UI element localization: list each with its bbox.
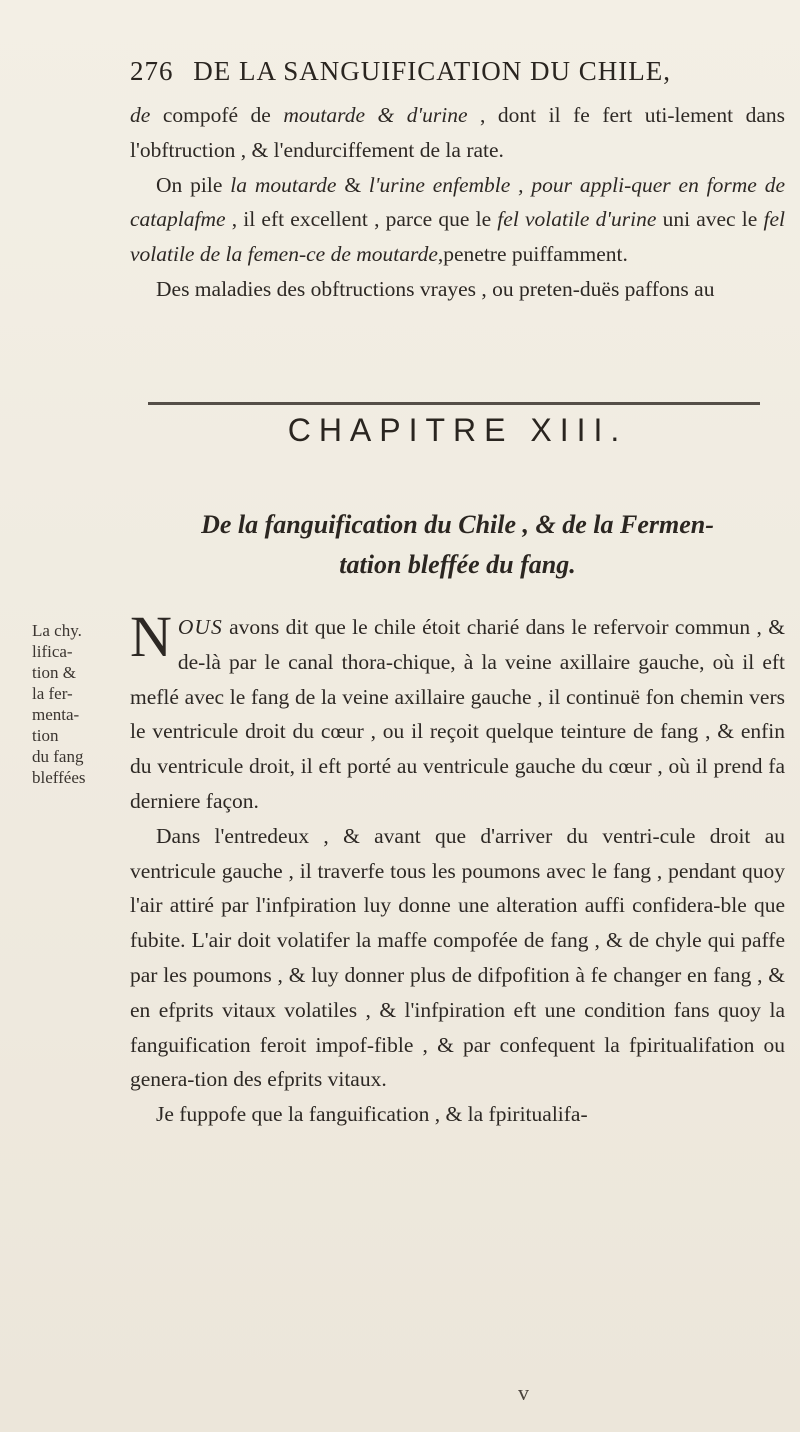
chapter-subtitle bbox=[130, 505, 785, 585]
chapter-divider-rule bbox=[148, 402, 760, 405]
body-paragraph-3: Je fuppofe que la fanguification , & la fpiritualifa- bbox=[156, 1102, 588, 1127]
text-run: , il eft excellent , parce que le bbox=[225, 207, 498, 232]
margin-note-line: lifica- bbox=[32, 642, 73, 661]
text-run: On pile bbox=[156, 172, 231, 197]
text-italic: fel volatile de la femen-ce de moutarde bbox=[130, 207, 785, 267]
margin-note-line: menta- bbox=[32, 705, 80, 724]
text-run: & bbox=[336, 172, 369, 197]
running-title: DE LA SANGUIFICATION DU CHILE, bbox=[193, 56, 671, 86]
body-text-block bbox=[130, 604, 785, 1132]
text-run: compofé de bbox=[150, 103, 284, 127]
text-italic: la moutarde bbox=[230, 172, 337, 197]
margin-note-line: la fer- bbox=[32, 684, 73, 703]
top-paragraph-1 bbox=[130, 98, 785, 168]
drop-cap: N bbox=[130, 604, 172, 669]
text-italic: moutarde & d'urine bbox=[283, 103, 468, 127]
margin-note-line: La chy. bbox=[32, 621, 82, 640]
text-run: , dont il fe fert uti-lement dans l'obftruction , & l'endurciffement de la rate. bbox=[130, 103, 785, 162]
body-paragraph-2: Dans l'entredeux , & avant que d'arriver du ventri-cule droit au ventricule gauche , il traverfe tous les poumons avec le fang , pendant quoy l'air attiré par l'infpiration luy donne une alteration auffi confidera-ble que fubite. L'air doit volatifer la maffe compofée de fang , & de chyle qui paffe par les poumons , & luy donner plus de difpofition à fe changer en fang , & en efprits vitaux volatiles , & l'infpiration eft une condition fans quoy la fanguification feroit impof-fible , & par confequent la fpiritualifation ou genera-tion des efprits vitaux. bbox=[130, 823, 785, 1092]
margin-note-line: du fang bbox=[32, 747, 84, 766]
top-paragraph-3: Des maladies des obftructions vrayes , ou preten-duës paffons au bbox=[156, 276, 715, 301]
text-italic: l'urine enfemble , pour appli-quer en forme de cataplafme bbox=[130, 172, 785, 232]
chapter-subtitle-line-1: De la fanguification du Chile , & de la Fermen- bbox=[201, 510, 714, 539]
body-paragraph-1 bbox=[130, 604, 785, 819]
chapter-heading: CHAPITRE XIII. bbox=[287, 412, 628, 448]
top-text-block bbox=[130, 98, 785, 307]
margin-note-line: bleffées bbox=[32, 768, 86, 787]
text-run: uni avec le bbox=[656, 207, 764, 232]
text-italic: de bbox=[130, 103, 151, 127]
text-run: ,penetre puiffamment. bbox=[437, 242, 628, 267]
margin-note-line: tion bbox=[32, 726, 59, 745]
running-header bbox=[130, 56, 790, 87]
opening-smallcaps: OUS bbox=[177, 615, 223, 639]
margin-note-line: tion & bbox=[32, 663, 76, 682]
chapter-subtitle-line-2: tation bleffée du fang. bbox=[339, 550, 576, 579]
marginal-note bbox=[32, 620, 124, 788]
top-paragraph-2 bbox=[130, 168, 785, 272]
page-number: 276 bbox=[130, 56, 174, 86]
text-italic: fel volatile d'urine bbox=[497, 207, 657, 232]
text-run: avons dit que le chile étoit charié dans le refervoir commun , & de-là par le canal thora-chique, à la veine axillaire gauche, où il eft meflé avec le fang de la veine axillaire gauche , il continuë fon chemin vers le ventricule droit du cœur , ou il reçoit quelque teinture de fang , & enfin du ventricule droit, il eft porté au ventricule gauche du cœur , où il prend fa derniere façon. bbox=[130, 615, 785, 813]
signature-mark: v bbox=[518, 1380, 529, 1405]
